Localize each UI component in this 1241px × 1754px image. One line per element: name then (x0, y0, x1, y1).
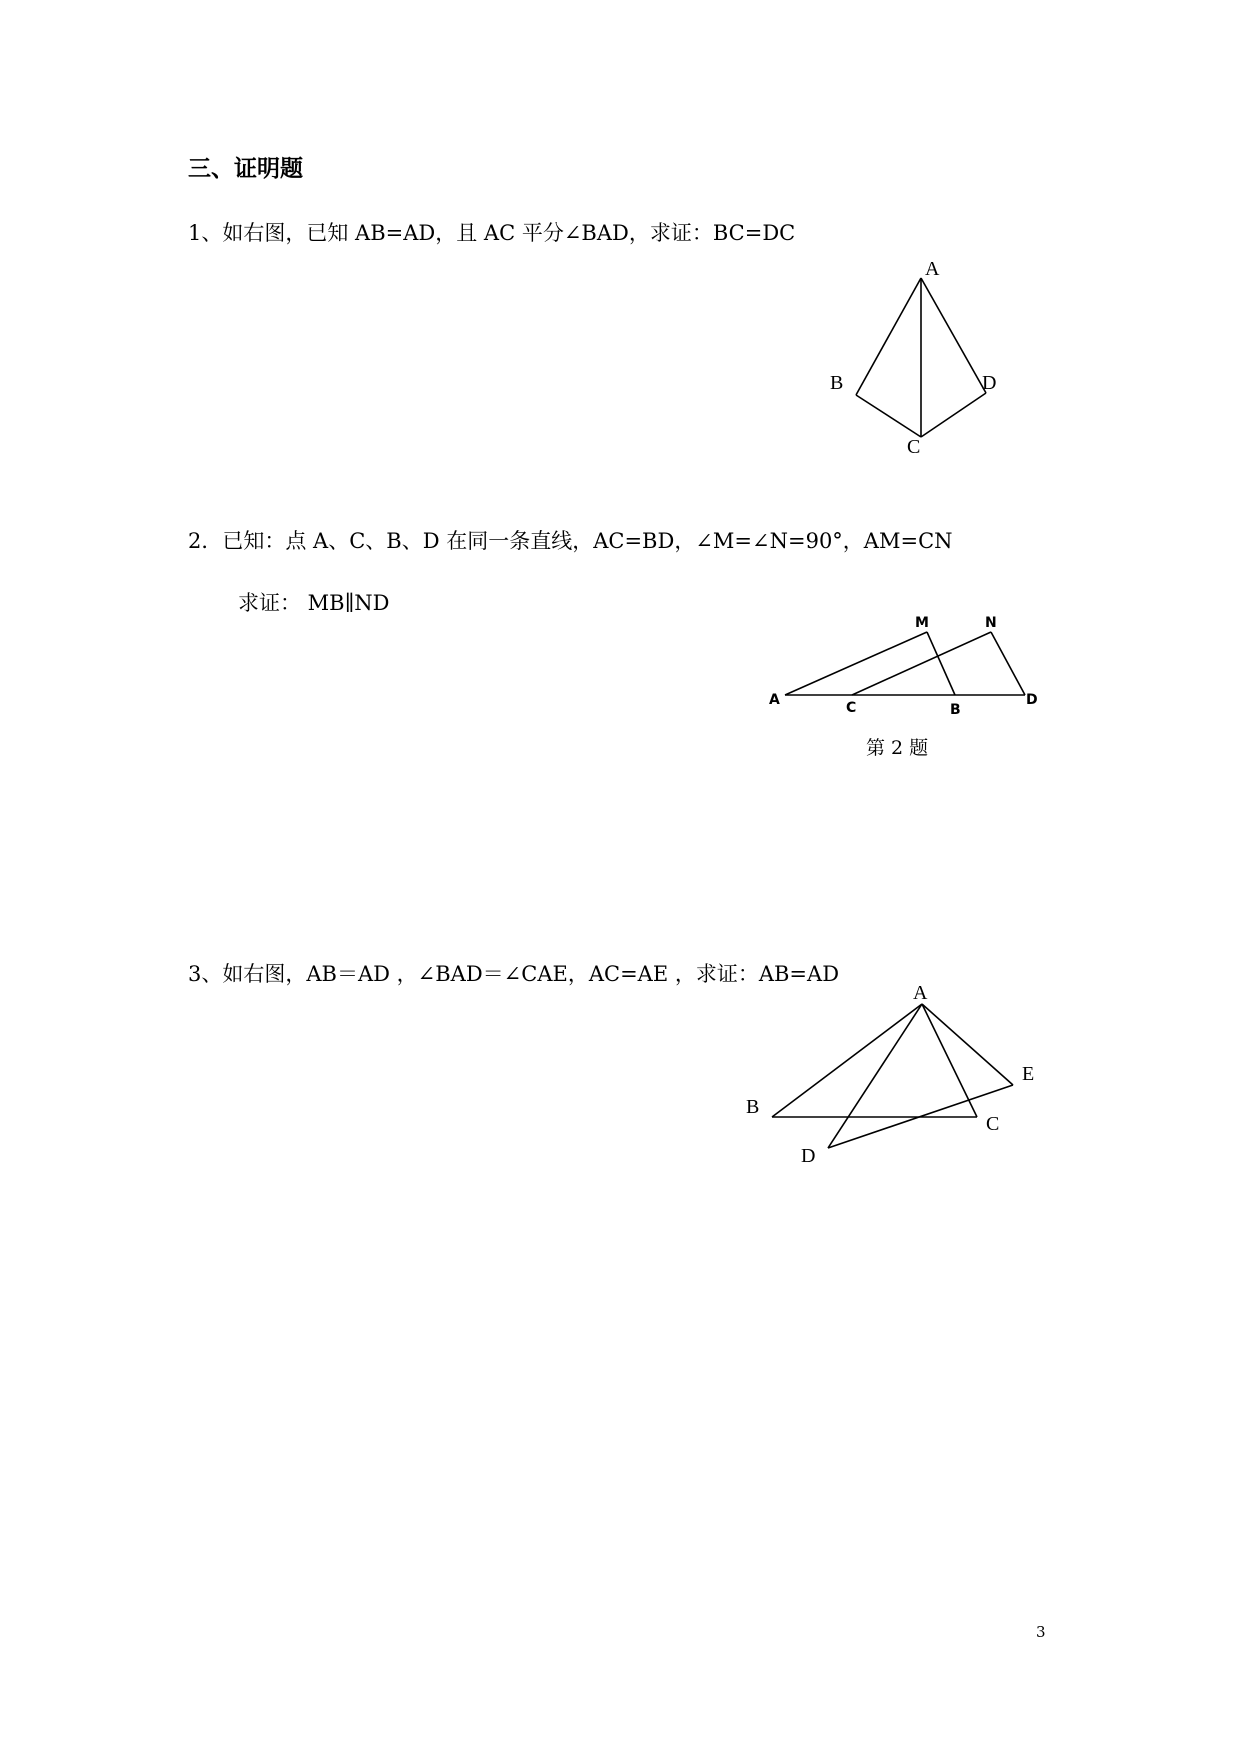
segment-am (785, 632, 927, 695)
segment-cn (852, 632, 991, 695)
segment-ab (856, 278, 921, 395)
fig2-label-b: B (950, 702, 961, 718)
segment-ad-3 (828, 1004, 922, 1148)
problem-2-prove: 求证： MB∥ND (238, 591, 390, 615)
fig1-label-b: B (830, 372, 844, 394)
fig2-label-m: M (915, 615, 929, 631)
problem-3-text: 如右图，AB＝AD ，∠BAD＝∠CAE，AC=AE ，求证：AB=AD (222, 962, 840, 986)
segment-ad (921, 278, 986, 393)
fig3-label-a: A (913, 982, 928, 1004)
segment-nd (991, 632, 1025, 695)
segment-mb (927, 632, 955, 695)
fig3-label-d: D (801, 1145, 816, 1167)
fig3-label-c: C (986, 1113, 1000, 1135)
fig3-label-b: B (746, 1096, 760, 1118)
page-number: 3 (1036, 1623, 1046, 1641)
fig3-label-e: E (1022, 1063, 1035, 1085)
segment-ae-3 (922, 1004, 1013, 1085)
problem-1-text: 如右图，已知 AB=AD，且 AC 平分∠BAD，求证：BC=DC (222, 221, 796, 245)
segment-bc (856, 395, 921, 437)
fig2-label-n: N (985, 615, 997, 631)
fig2-label-c: C (846, 700, 857, 716)
segment-ab-3 (772, 1004, 922, 1117)
problem-1-number: 1、 (188, 221, 223, 245)
figure-3-triangles (772, 1004, 1013, 1148)
section-title: 三、证明题 (188, 156, 303, 182)
fig1-label-d: D (982, 372, 997, 394)
fig1-label-a: A (925, 258, 940, 280)
problem-3-number: 3、 (188, 962, 223, 986)
problem-2-number: 2． (188, 529, 223, 553)
problem-2-text: 已知：点 A、C、B、D 在同一条直线，AC=BD，∠M=∠N=90°，AM=CN (222, 529, 953, 553)
figure-1-kite (856, 278, 986, 437)
fig1-label-c: C (907, 436, 921, 458)
figure-2-caption: 第 2 题 (866, 737, 929, 759)
fig2-label-d: D (1026, 692, 1038, 708)
segment-dc (921, 393, 986, 437)
figure-2-lines (785, 632, 1025, 695)
fig2-label-a: A (769, 692, 780, 708)
